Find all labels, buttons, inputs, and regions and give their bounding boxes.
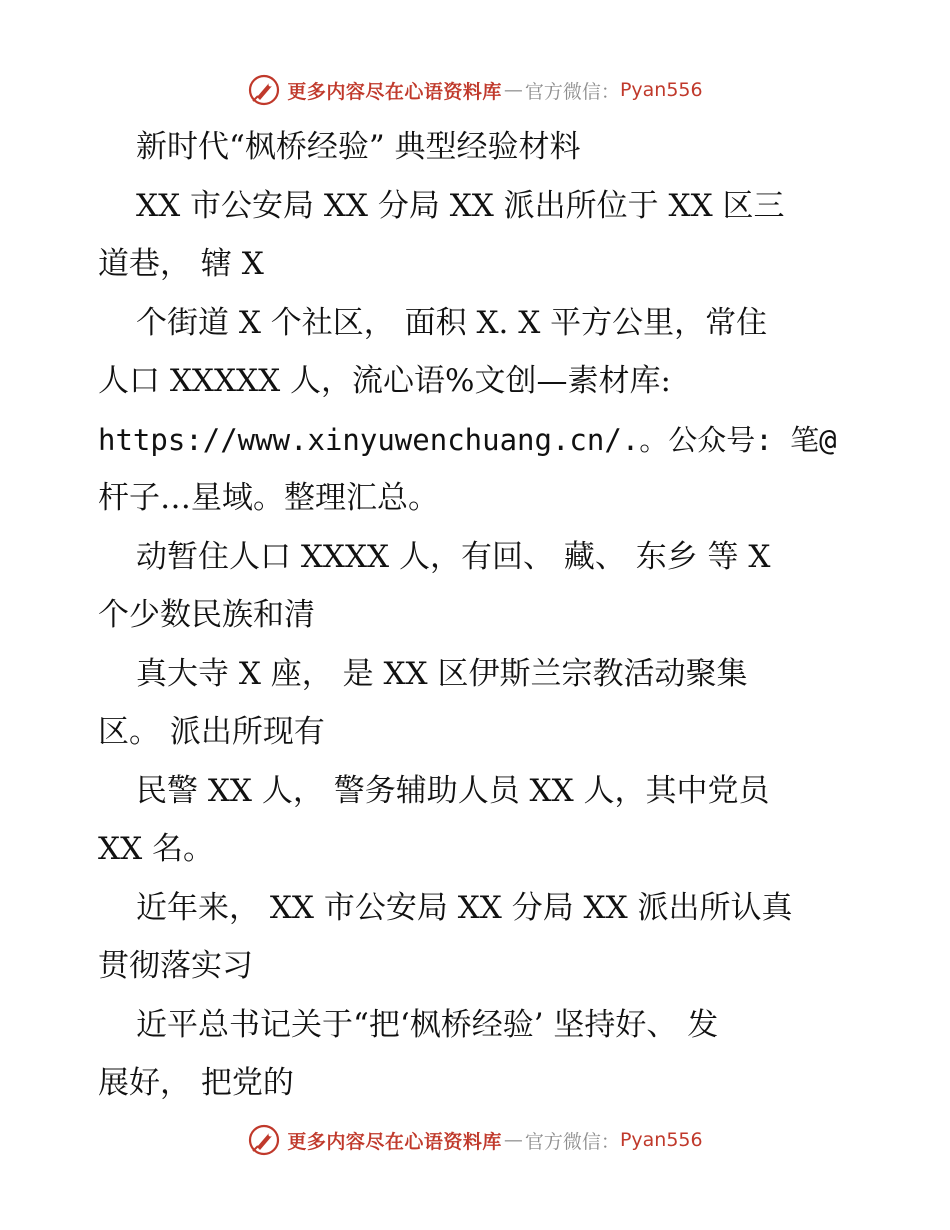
banner-dash: — — [503, 79, 523, 101]
banner-main-text: 更多内容尽在心语资料库 — [287, 80, 502, 103]
banner-wechat-id: Pyan556 — [619, 1129, 703, 1151]
paragraph-line: 人口 XXXXX 人，流心语%文创—素材库: — [98, 363, 671, 399]
paragraph-line: 贯彻落实习 — [98, 948, 253, 984]
banner-wechat-id: Pyan556 — [619, 79, 703, 101]
paragraph-line: 个少数民族和清 — [98, 597, 315, 633]
paragraph-line: 动暂住人口 XXXX 人，有回、 藏、 东乡 等 X — [136, 538, 771, 575]
paragraph-line: 民警 XX 人， 警务辅助人员 XX 人，其中党员 — [136, 772, 770, 809]
paragraph-line: XX 市公安局 XX 分局 XX 派出所位于 XX 区三 — [136, 187, 785, 224]
banner-main-text: 更多内容尽在心语资料库 — [287, 1130, 502, 1153]
paragraph-line: 近年来， XX 市公安局 XX 分局 XX 派出所认真 — [136, 889, 793, 926]
paragraph-line: 道巷， 辖 X — [98, 246, 264, 282]
footer-watermark-banner — [0, 1120, 950, 1160]
paragraph-line: 真大寺 X 座， 是 XX 区伊斯兰宗教活动聚集 — [136, 655, 748, 692]
document-body — [98, 118, 868, 1113]
paragraph-line: 杆子…星域。整理汇总。 — [98, 480, 439, 516]
paragraph-line: 近平总书记关于“把‘枫桥经验’ 坚持好、 发 — [136, 1006, 719, 1043]
banner-dash: — — [503, 1129, 523, 1151]
paragraph-line: 展好， 把党的 — [98, 1065, 294, 1101]
paragraph-line: XX 名。 — [98, 831, 214, 867]
pen-nib-logo-icon — [247, 73, 281, 107]
paragraph-line: 区。 派出所现有 — [98, 714, 325, 750]
banner-wechat-label: 官方微信： — [524, 1130, 620, 1153]
paragraph-line: 个街道 X 个社区， 面积 X. X 平方公里，常住 — [136, 304, 768, 341]
pen-nib-logo-icon — [247, 1123, 281, 1157]
banner-wechat-label: 官方微信： — [524, 80, 620, 103]
paragraph-line-url: https://www.xinyuwenchuang.cn/.。公众号: 笔@ — [98, 422, 837, 457]
header-watermark-banner — [0, 70, 950, 110]
document-title: 新时代“枫桥经验” 典型经验材料 — [136, 129, 581, 165]
